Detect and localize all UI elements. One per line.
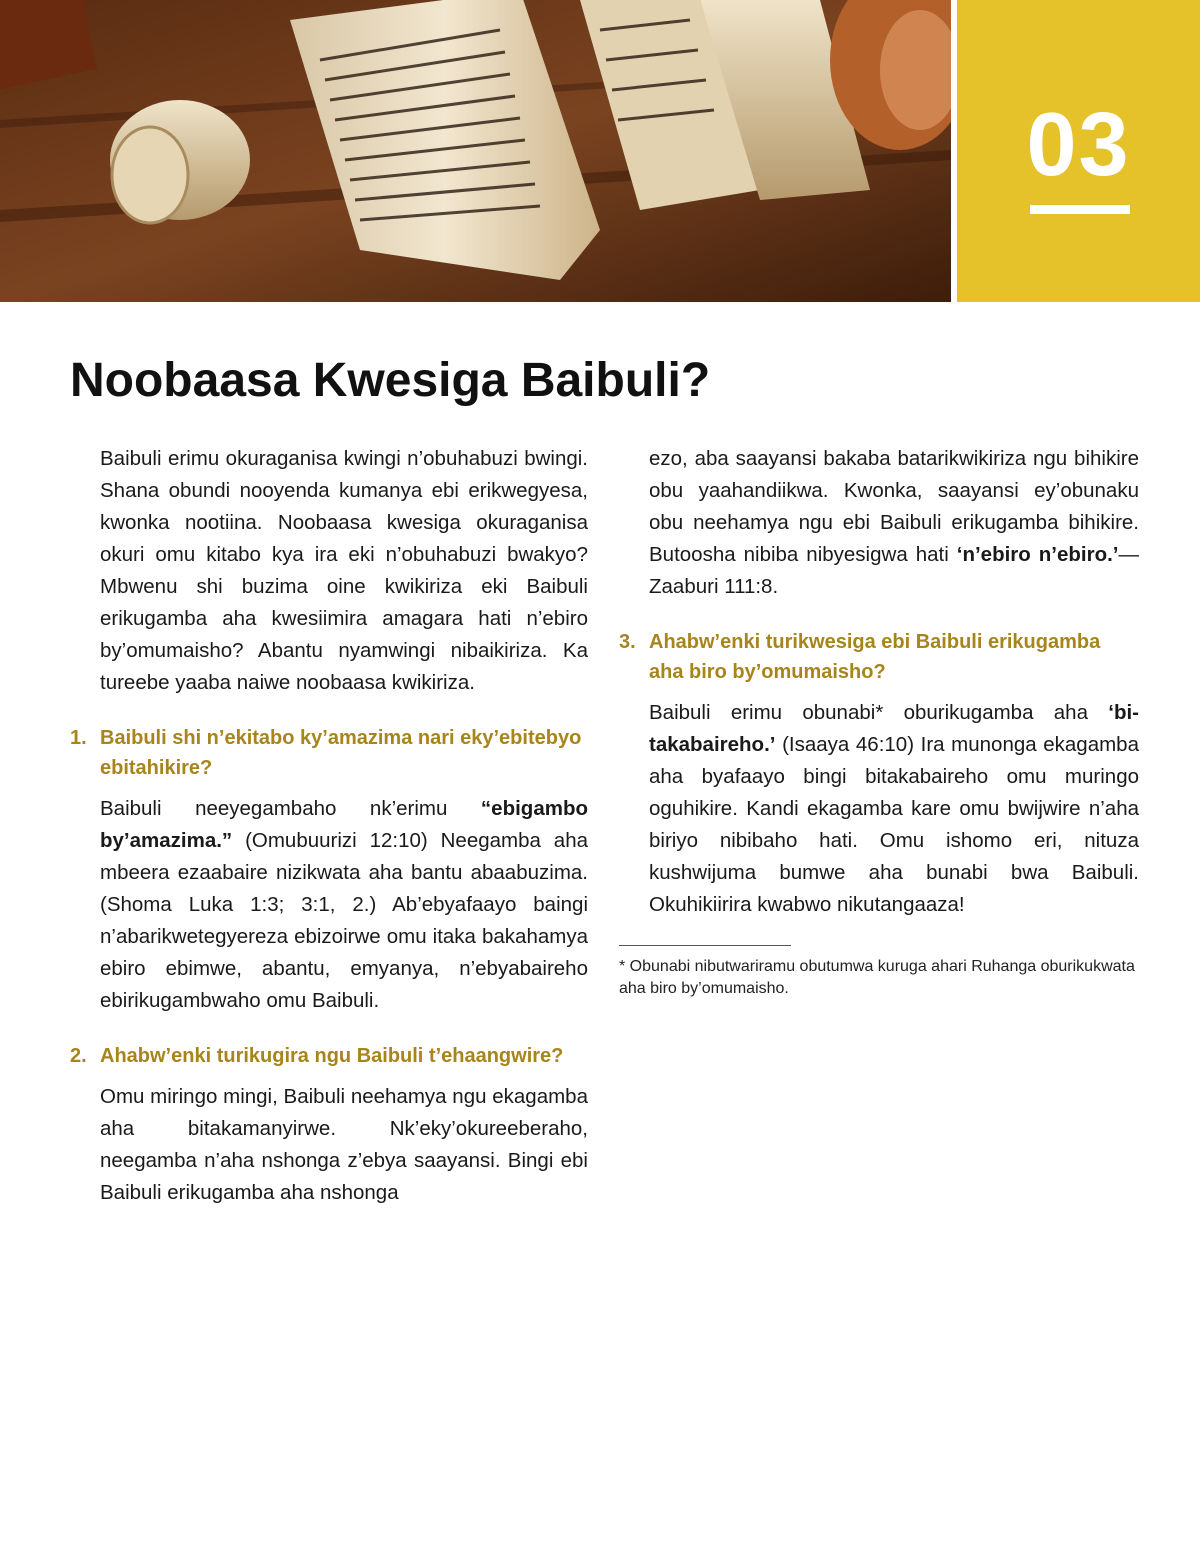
answer-3-post: (Isaaya 46:10) Ira munonga ekagamba aha byafaayo bingi bitakabaireho omu muringo oguhikire. Kandi ekagamba kare omu bwijwire n’aha biriyo nibibaho hati. Omu ishomo eri, nituza kushwijuma bumwe aha bunabi bwa Baibuli. Okuhikiirira kwabwo nikutangaaza!: [649, 733, 1139, 916]
answer-2-continued: [649, 443, 1139, 603]
answer-2-cont-pre: ezo, aba saayansi bakaba batarikwikiriza ngu bihikire obu yaahandiikwa. Kwonka, saayansi ey’obunaku obu neehamya ngu ebi Baibuli erikugamba bihikire. Butoosha nibiba nibyesigwa hati: [649, 447, 1139, 566]
question-3: [619, 627, 1139, 687]
question-2-number: 2.: [70, 1045, 87, 1067]
chapter-underline: [1030, 205, 1130, 214]
question-3-text: Ahabw’enki turikwesiga ebi Baibuli erikugamba aha biro by’omumaisho?: [649, 631, 1101, 683]
question-2: [70, 1041, 588, 1071]
answer-3-bold: ‘bitakabaireho.’: [649, 701, 1139, 756]
question-1: [70, 723, 588, 783]
question-1-number: 1.: [70, 727, 87, 749]
chapter-number: 03: [1026, 95, 1131, 195]
scrolls-illustration: [0, 0, 951, 302]
question-3-number: 3.: [619, 631, 636, 653]
answer-3-paragraph: [649, 697, 1139, 921]
answer-2-paragraph: Omu miringo mingi, Baibuli neehamya ngu ekagamba aha bitakamanyirwe. Nk’eky’okureeberaho, neegamba n’aha nshonga z’ebya saayansi. Bingi ebi Baibuli erikugamba aha nshonga: [100, 1085, 588, 1204]
intro-paragraph: Baibuli erimu okuraganisa kwingi n’obuhabuzi bwingi. Shana obundi nooyenda kumanya ebi erikwegyesa, kwonka nootiina. Noobaasa kwesiga okuraganisa okuri omu kitabo kya ira eki n’obuhabuzi bwakyo? Mbwenu shi buzima oine kwikiriza eki Baibuli erikugamba aha kwesiimira amagara hati n’ebiro by’omumaisho? Abantu nyamwingi nibaikiriza. Ka tureebe yaaba naiwe noobaasa kwikiriza.: [100, 447, 588, 694]
chapter-badge: [957, 0, 1200, 302]
right-column: [619, 443, 1139, 1000]
page-title: Noobaasa Kwesiga Baibuli?: [70, 354, 711, 407]
left-column: [70, 443, 588, 1209]
answer-1-pre: Baibuli neeyegambaho nk’erimu: [100, 797, 481, 820]
answer-2-cont-bold: ‘n’ebiro n’ebiro.’: [956, 543, 1119, 566]
answer-1-bold: “ebigambo by’amazima.”: [100, 797, 588, 852]
answer-3-pre: Baibuli erimu obunabi* oburikugamba aha: [649, 701, 1109, 724]
question-2-text: Ahabw’enki turikugira ngu Baibuli t’ehaangwire?: [100, 1045, 564, 1067]
footnote-divider: [619, 945, 791, 946]
answer-1-paragraph: [100, 793, 588, 1017]
answer-1-post: (Omubuurizi 12:10) Neegamba aha mbeera ezaabaire nizikwata aha bantu abaabuzima. (Shoma Luka 1:3; 3:1, 2.) Ab’ebyafaayo baingi n’abarikwetegyereza ebizoirwe omu itaka bakahamya ebiro ebimwe, abantu, emyanya, n’ebyabaireho ebirikugambwaho omu Baibuli.: [100, 829, 588, 1012]
answer-2-cont-post: —Zaaburi 111:8.: [649, 543, 1139, 598]
question-1-text: Baibuli shi n’ekitabo ky’amazima nari eky’ebitebyo ebitahikire?: [100, 727, 582, 779]
header-photo-scrolls: [0, 0, 951, 302]
footnote: * Obunabi nibutwariramu obutumwa kuruga ahari Ruhanga oburikukwata aha biro by’omumaisho.: [619, 958, 1135, 997]
